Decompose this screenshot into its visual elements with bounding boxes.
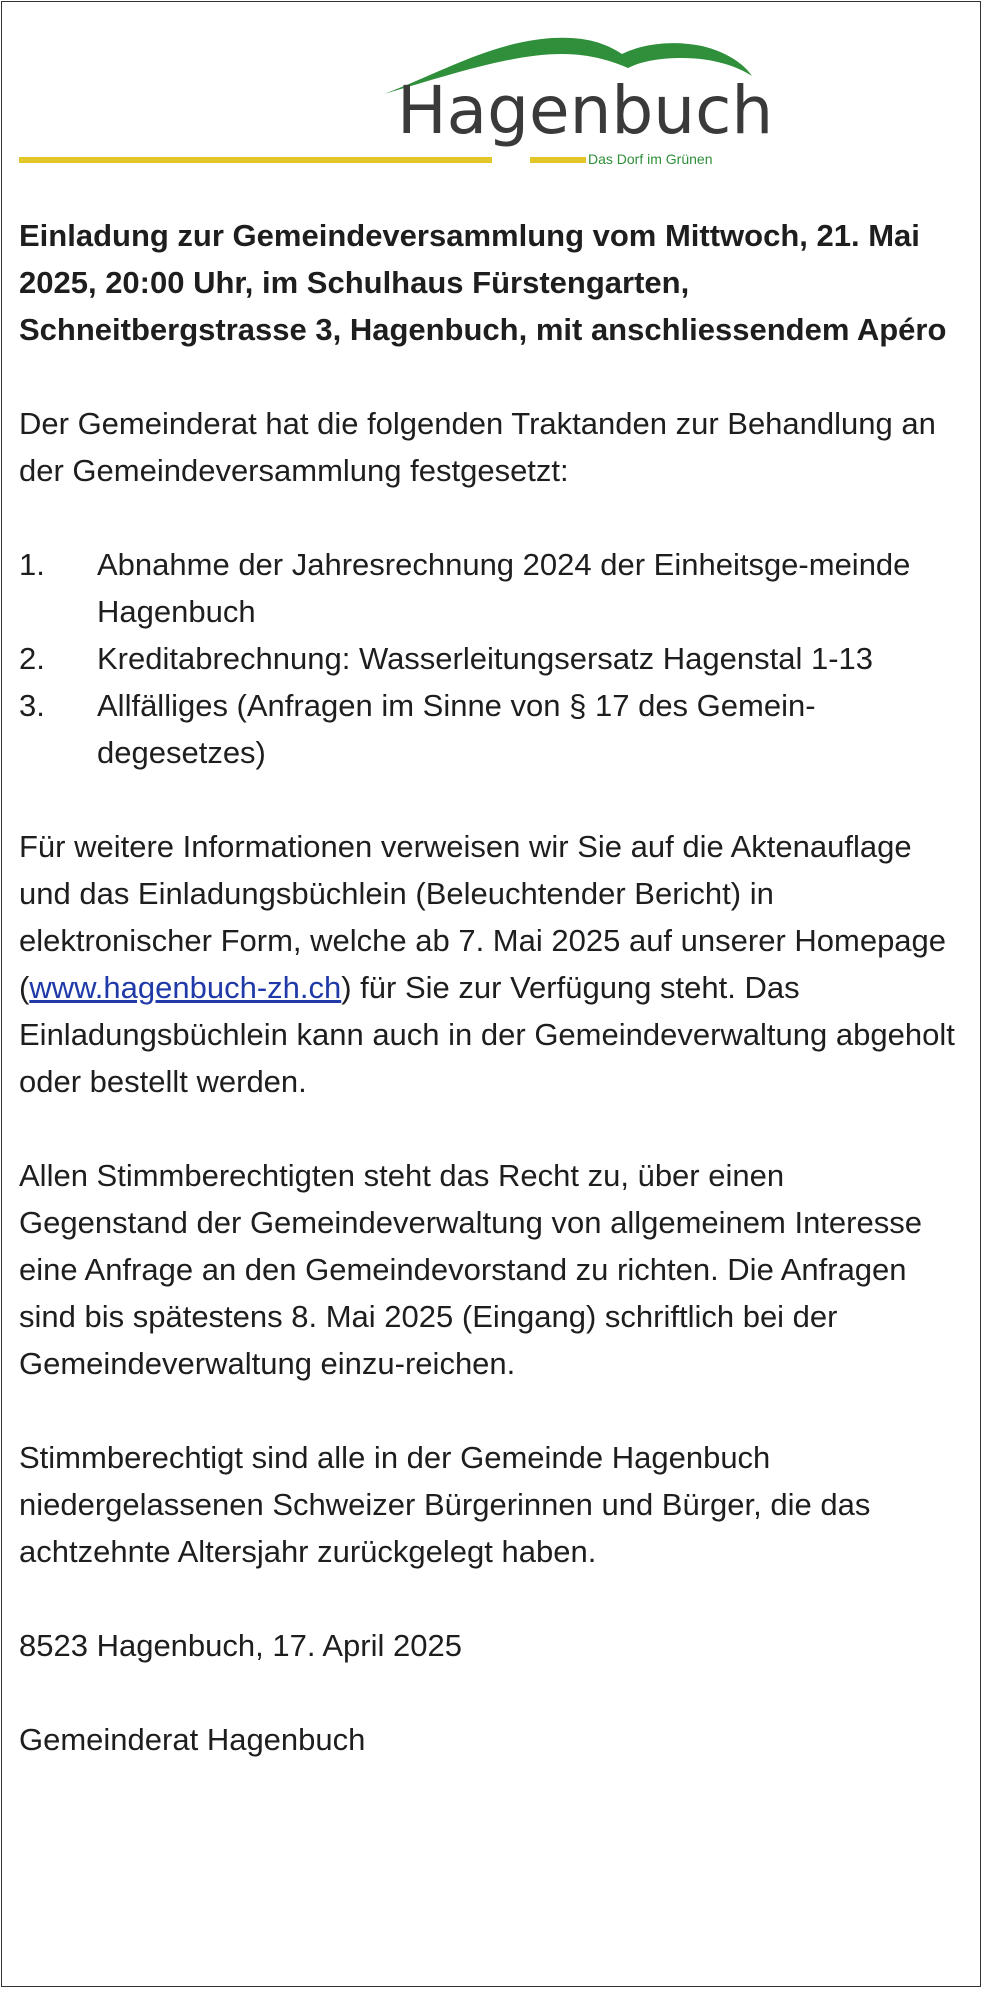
agenda-text: Abnahme der Jahresrechnung 2024 der Einheitsge-meinde Hagenbuch	[97, 547, 911, 629]
rights-paragraph: Allen Stimmberechtigten steht das Recht zu, über einen Gegenstand der Gemeindeverwaltung von allgemeinem Interesse eine Anfrage an den Gemeindevorstand zu richten. Die Anfragen sind bis spätestens 8. Mai 2025 (Eingang) schriftlich bei der Gemeindeverwaltung einzu-reichen.	[19, 1158, 922, 1381]
agenda-list	[19, 541, 959, 776]
agenda-item	[19, 635, 959, 682]
header	[2, 2, 984, 182]
agenda-number: 3.	[19, 688, 45, 723]
document-frame	[1, 1, 981, 1987]
header-gold-line	[19, 157, 374, 163]
info-text: Für weitere Informationen verweisen wir Sie auf die Aktenauflage und das Einladungsbüchlein (Beleuchtender Bericht) in elektronischer Form, welche ab 7. Mai 2025 auf unserer Homepage (	[19, 829, 947, 1005]
intro-paragraph: Der Gemeinderat hat die folgenden Traktanden zur Behandlung an der Gemeindeversammlung festgesetzt:	[19, 406, 936, 488]
document-title: Einladung zur Gemeindeversammlung vom Mittwoch, 21. Mai 2025, 20:00 Uhr, im Schulhaus Fürstengarten, Schneitbergstrasse 3, Hagenbuch, mit anschliessendem Apéro	[19, 218, 947, 347]
agenda-item	[19, 682, 959, 776]
header-gold-line	[530, 157, 586, 163]
agenda-number: 2.	[19, 641, 45, 676]
signature: Gemeinderat Hagenbuch	[19, 1722, 366, 1757]
info-paragraph	[19, 823, 959, 1105]
homepage-link[interactable]: www.hagenbuch-zh.ch	[29, 970, 342, 1005]
header-gold-line	[374, 157, 492, 163]
eligibility-paragraph: Stimmberechtigt sind alle in der Gemeinde Hagenbuch niedergelassenen Schweizer Bürgerinnen und Bürger, die das achtzehnte Altersjahr zurückgelegt haben.	[19, 1440, 871, 1569]
info-text-continued: ) für Sie zur Verfügung steht. Das Einladungsbüchlein kann auch in der Gemeindeverwaltung abgeholt oder bestellt werden.	[19, 970, 955, 1099]
agenda-number: 1.	[19, 547, 45, 582]
agenda-item	[19, 541, 959, 635]
document-body	[19, 212, 959, 1763]
logo-name: Hagenbuch	[397, 72, 774, 149]
agenda-text: Kreditabrechnung: Wasserleitungsersatz Hagenstal 1-13	[97, 641, 873, 676]
place-date: 8523 Hagenbuch, 17. April 2025	[19, 1628, 462, 1663]
logo-tagline: Das Dorf im Grünen	[588, 151, 713, 167]
agenda-text: Allfälliges (Anfragen im Sinne von § 17 des Gemein-degesetzes)	[97, 688, 816, 770]
